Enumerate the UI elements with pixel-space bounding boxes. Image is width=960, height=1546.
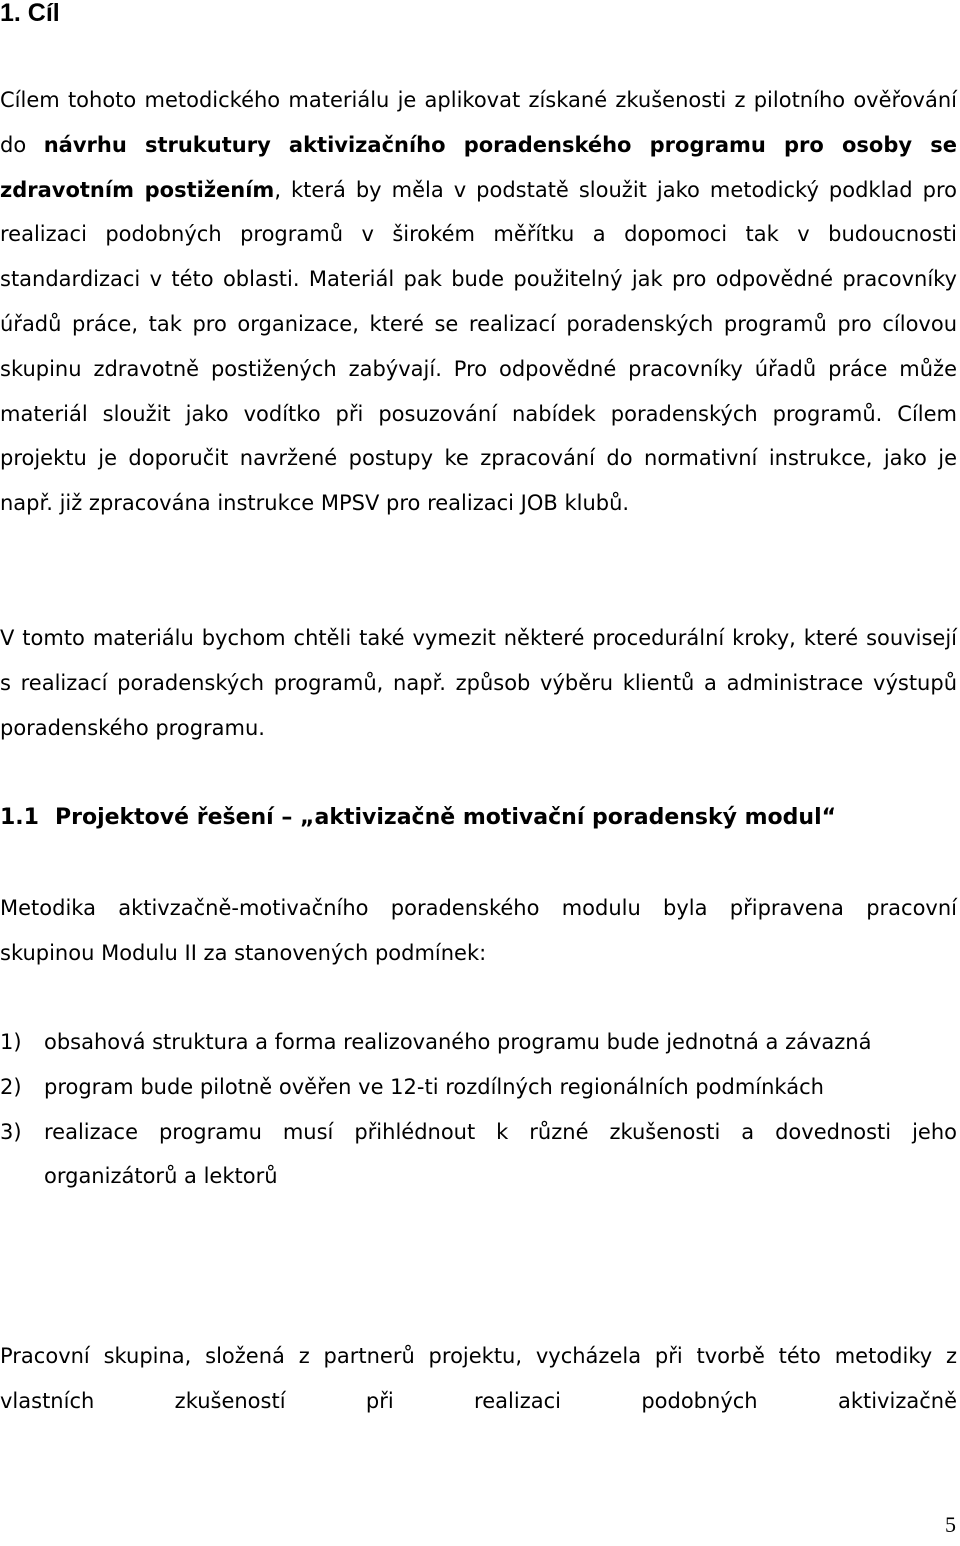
list-item [0, 1020, 957, 1065]
section-heading: 1. Cíl [0, 0, 60, 27]
list-marker: 3) [0, 1119, 22, 1144]
list-item-text: obsahová struktura a forma realizovaného programu bude jednotná a závazná [44, 1030, 872, 1054]
page-number: 5 [945, 1512, 956, 1537]
conditions-list [0, 1020, 957, 1199]
list-item-text: program bude pilotně ověřen ve 12-ti rozdílných regionálních podmínkách [44, 1074, 824, 1099]
list-marker: 1) [0, 1030, 22, 1054]
paragraph-goal-text-2: , která by měla v podstatě sloužit jako metodický podklad pro realizaci podobných programů v širokém měřítku a dopomoci tak v budoucnosti standardizaci v této oblasti. Materiál pak bude použitelný jak pro odpovědné pracovníky úřadů práce, tak pro organizace, které se realizací poradenských programů pro cílovou skupinu zdravotně postižených zabývají. Pro odpovědné pracovníky úřadů práce může materiál sloužit jako vodítko při posuzování nabídek poradenských programů. Cílem projektu je doporučit navržené postupy ke zpracování do normativní instrukce, jako je např. již zpracována instrukce MPSV pro realizaci JOB klubů. [0, 177, 957, 516]
list-item [0, 1110, 957, 1200]
list-item [0, 1065, 957, 1110]
subsection-heading [0, 796, 836, 840]
paragraph-goal-text-1: Cílem tohoto metodického materiálu je aplikovat získané zkušenosti z pilotního ověřování do [0, 88, 957, 157]
paragraph-goal-bold: návrhu strukutury aktivizačního poradenského programu pro osoby se zdravotním postižením [0, 132, 957, 202]
subsection-number: 1.1 [0, 805, 39, 830]
list-marker: 2) [0, 1074, 22, 1099]
subsection-title: Projektové řešení – „aktivizačně motivační poradenský modul“ [54, 805, 837, 830]
paragraph-methodology: Metodika aktivzačně-motivačního poradenského modulu byla připravena pracovní skupinou Modulu II za stanovených podmínek: [0, 896, 957, 965]
paragraph-procedures: V tomto materiálu bychom chtěli také vymezit některé procedurální kroky, které souvisejí s realizací poradenských programů, např. způsob výběru klientů a administrace výstupů poradenského programu. [0, 626, 957, 740]
paragraph-goal [0, 78, 957, 526]
list-item-text: realizace programu musí přihlédnout k různé zkušenosti a dovednosti jeho organizátorů a lektorů [44, 1119, 957, 1189]
paragraph-working-group: Pracovní skupina, složená z partnerů projektu, vycházela při tvorbě této metodiky z vlastních zkušeností při realizaci podobných aktivizačně [0, 1344, 957, 1413]
